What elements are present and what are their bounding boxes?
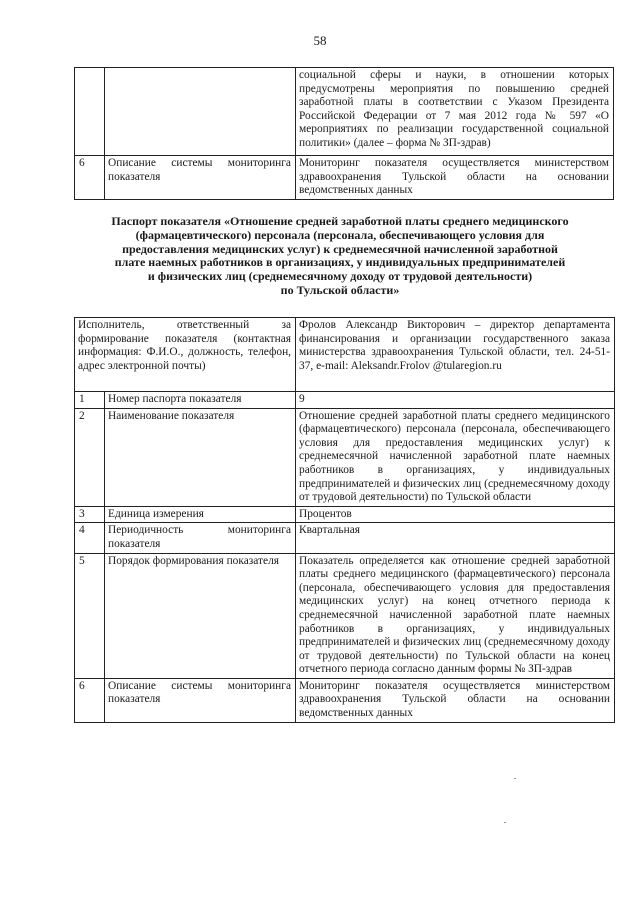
row-number: [75, 68, 105, 156]
row-number: 1: [75, 392, 105, 409]
row-label: Наименование показателя: [105, 408, 296, 506]
row-number: 5: [75, 553, 105, 678]
row-label: Номер паспорта показателя: [105, 392, 296, 409]
passport-title-line: по Тульской области»: [280, 282, 400, 297]
row-number: 3: [75, 506, 105, 523]
passport-title-line: (фармацевтического) персонала (персонала, обеспечивающего условия для: [135, 227, 545, 242]
passport-title: [60, 215, 620, 298]
row-value: Показатель определяется как отношение средней заработной платы среднего медицинского (фармацевтического) персонала (персонала, обеспечивающего условия для предоставления медицинских услуг) на конец отчетного периода к среднемесячной начисленной заработной плате наемных работников в организациях, у индивидуальных предпринимателей и физических лиц (среднемесячному доходу от трудовой деятельности) по Тульской области на конец отчетного периода согласно данным формы № ЗП-здрав: [296, 553, 615, 678]
scan-speck: [504, 822, 506, 823]
executor-row: [75, 318, 615, 392]
table-row: [75, 553, 615, 678]
row-value: Квартальная: [296, 523, 615, 553]
table-row: [75, 408, 615, 506]
row-value: Процентов: [296, 506, 615, 523]
row-label: [105, 68, 296, 156]
row-label: Порядок формирования показателя: [105, 553, 296, 678]
row-number: 6: [75, 156, 105, 200]
scan-speck: [514, 778, 516, 779]
table-row: [75, 392, 615, 409]
table-row: [75, 68, 614, 156]
table-row: [75, 506, 615, 523]
row-value: 9: [296, 392, 615, 409]
passport-title-line: Паспорт показателя «Отношение средней заработной платы среднего медицинского: [111, 214, 569, 228]
row-label: Описание системы мониторинга показателя: [105, 156, 296, 200]
row-value: Мониторинг показателя осуществляется министерством здравоохранения Тульской области на основании ведомственных данных: [296, 678, 615, 722]
page-number: 58: [313, 33, 327, 48]
table-row: [75, 523, 615, 553]
table-row: [75, 156, 614, 200]
executor-value: Фролов Александр Викторович – директор департамента финансирования и организации государственного заказа министерства здравоохранения Тульской области, тел. 24-51-37, e-mail: Aleksandr.Frolov @tularegion.ru: [296, 318, 615, 392]
row-value: социальной сферы и науки, в отношении которых предусмотрены мероприятия по повышению средней заработной платы в соответствии с Указом Президента Российской Федерации от 7 мая 2012 года № 597 «О мероприятиях по реализации государственной социальной политики» (далее – форма № ЗП-здрав): [296, 68, 614, 156]
row-number: 4: [75, 523, 105, 553]
passport-title-line: плате наемных работников в организациях, у индивидуальных предпринимателей: [114, 255, 566, 270]
passport-table: [74, 317, 615, 723]
row-label: Периодичность мониторинга показателя: [105, 523, 296, 553]
continuation-table: [74, 67, 614, 200]
passport-title-line: и физических лиц (среднемесячному доходу от трудовой деятельности): [147, 269, 533, 284]
table-row: [75, 678, 615, 722]
row-number: 6: [75, 678, 105, 722]
row-value: Мониторинг показателя осуществляется министерством здравоохранения Тульской области на основании ведомственных данных: [296, 156, 614, 200]
row-label: Единица измерения: [105, 506, 296, 523]
executor-label: Исполнитель, ответственный за формирование показателя (контактная информация: Ф.И.О., должность, телефон, адрес электронной почты): [75, 318, 296, 392]
row-label: Описание системы мониторинга показателя: [105, 678, 296, 722]
passport-title-line: предоставления медицинских услуг) к среднемесячной начисленной заработной: [122, 241, 558, 256]
row-number: 2: [75, 408, 105, 506]
row-value: Отношение средней заработной платы среднего медицинского (фармацевтического) персонала (персонала, обеспечивающего условия для предоставления медицинских услуг) к среднемесячной начисленной заработной плате наемных работников в организациях, у индивидуальных предпринимателей и физических лиц (среднемесячному доходу от трудовой деятельности) по Тульской области: [296, 408, 615, 506]
